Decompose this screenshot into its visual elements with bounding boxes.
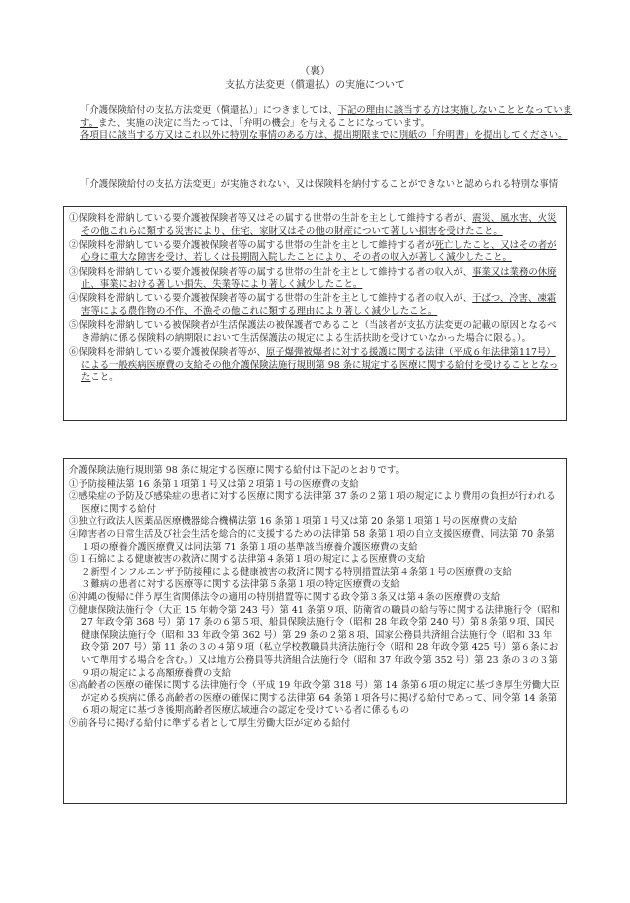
circumstance-item-6: ⑥保険料を滞納している要介護被保険者等が、原子爆弾被爆者に対する援護に関する法律（平成６年法律第117号）による一般疾病医療費の支給その他介護保険法施行規則第 98 条に規定する医療に関する給付を受けることとなったこと。 — [69, 346, 559, 384]
benefit-item-5-sub-2: ２新型インフルエンザ予防接種による健康被害の救済に関する特別措置法第４条第１号の医療費の支給 — [81, 566, 512, 578]
intro-paragraph — [60, 105, 572, 143]
benefit-item-8: ⑧高齢者の医療の確保に関する法律施行令（平成 19 年政令第 318 号）第 14 条第６項の規定に基づき厚生労働大臣が定める疾病に係る高齢者の医療の確保に関する法律第 64 条第１項各号に掲げる給付であって、同令第 14 条第６項の規定に基づき後期高齢者医療広域連合の認定を受けている者に係るもの — [69, 680, 560, 717]
medical-benefits-box — [63, 458, 567, 804]
intro-submission-note: 各項目に該当する方又はこれ以外に特別な事情のある方は、提出期限までに別紙の「弁明書」を提出してください。 — [80, 130, 568, 142]
benefit-item-6: ⑥沖縄の復帰に伴う厚生省関係法令の適用の特別措置等に関する政令第３条又は第４条の医療費の支給 — [69, 591, 501, 603]
back-side-mark: （裏） — [300, 66, 330, 77]
circumstance-item-5: ⑤保険料を滞納している被保険者が生活保護法の被保護者であること（当該者が支払方法変更の記載の原因となるべき滞納に係る保険料の納期限において生活保護法の規定による生活扶助を受けていなかった場合に限る。）。 — [69, 320, 557, 344]
medical-benefits-intro: 介護保険法施行規則第 98 条に規定する医療に関する給付は下記のとおりです。 — [69, 465, 405, 476]
circumstance-item-1: ①保険料を滞納している要介護被保険者等又はその属する世帯の生計を主として維持する者が、震災、風水害、火災その他これらに類する災害により、住宅、家財又はその他の財産について著しい損害を受けたこと。 — [69, 213, 557, 237]
circumstance-item-3: ③保険料を滞納している要介護被保険者等の属する世帯の生計を主として維持する者の収入が、事業又は業務の休廃止、事業における著しい損失、失業等により著しく減少したこと。 — [69, 266, 557, 291]
circumstances-box — [63, 206, 567, 421]
special-circumstances-text: 「介護保険給付の支払方法変更」が実施されない、又は保険料を納付することができないと認められる特別な事情 — [80, 179, 559, 190]
page-title: 支払方法変更（償還払）の実施について — [225, 80, 405, 91]
intro-text-c: また、実施の決定に当たっては、「弁明の機会」を与えることになっています。 — [98, 117, 431, 129]
circumstance-item-2: ②保険料を滞納している要介護被保険者等の属する世帯の生計を主として維持する者が死亡したこと、又はその者が心身に重大な障害を受け、若しくは長期間入院したことにより、その者の収入が著しく減少したこと。 — [69, 239, 557, 264]
benefit-item-7: ⑦健康保険法施行令（大正 15 年勅令第 243 号）第 41 条第９項、防衛省の職員の給与等に関する法律施行令（昭和 27 年政令第 368 号）第 17 条の６第５項、船員保険法施行令（昭和 28 年政令第 240 号）第８条第９項、国民健康保険法施行令（昭和 33 年政令第 362 号）第 29 条の２第８項、国家公務員共済組合法施行令（昭和 33 年政令第 207 号）第 11 条の３の４第９項（私立学校教職員共済法施行令（昭和 28 年政令第 425 号）第６条において準用する場合を含む。）又は地方公務員等共済組合法施行令（昭和 37 年政令第 352 号）第 23 条の３の３第９項の規定による高額療養費の支給 — [69, 604, 560, 679]
benefit-item-1: ①予防接種法第 16 条第１項第１号又は第２項第１号の医療費の支給 — [69, 478, 359, 490]
intro-text-a: 「介護保険給付の支払方法変更（償還払）」につきましては、 — [80, 105, 338, 116]
benefit-item-2: ②感染症の予防及び感染症の患者に対する医療に関する法律第 37 条の２第１項の規定により費用の負担が行われる医療に関する給付 — [69, 491, 556, 515]
benefit-item-5: ⑤１石綿による健康被害の救済に関する法律第４条第１項の規定による医療費の支給 — [69, 554, 426, 566]
intro-text-underlined: 下記の理由に該当する方は実施しないこととなっています。 — [80, 105, 573, 129]
special-circumstances-heading — [60, 179, 572, 192]
circumstance-item-4: ④保険料を滞納している要介護被保険者等の属する世帯の生計を主として維持する者の収入が、干ばつ、冷害、凍霜害等による農作物の不作、不漁その他これに類する理由により著しく減少したこと。 — [69, 293, 557, 317]
benefit-item-9: ⑨前各号に掲げる給付に準ずる者として厚生労働大臣が定める給付 — [69, 717, 351, 729]
benefit-item-4: ④障害者の日常生活及び社会生活を総合的に支援するための法律第 58 条第１項の自立支援医療費、同法第 70 条第１項の療養介護医療費又は同法第 71 条第１項の基準該当療養介護医療費の支給 — [69, 528, 555, 553]
benefit-item-5-sub-3: ３難病の患者に対する医療等に関する法律第５条第１項の特定医療費の支給 — [81, 579, 400, 591]
benefit-item-3: ③独立行政法人医薬品医療機器総合機構法第 16 条第１項第１号又は第 20 条第１項第１号の医療費の支給 — [69, 516, 518, 528]
